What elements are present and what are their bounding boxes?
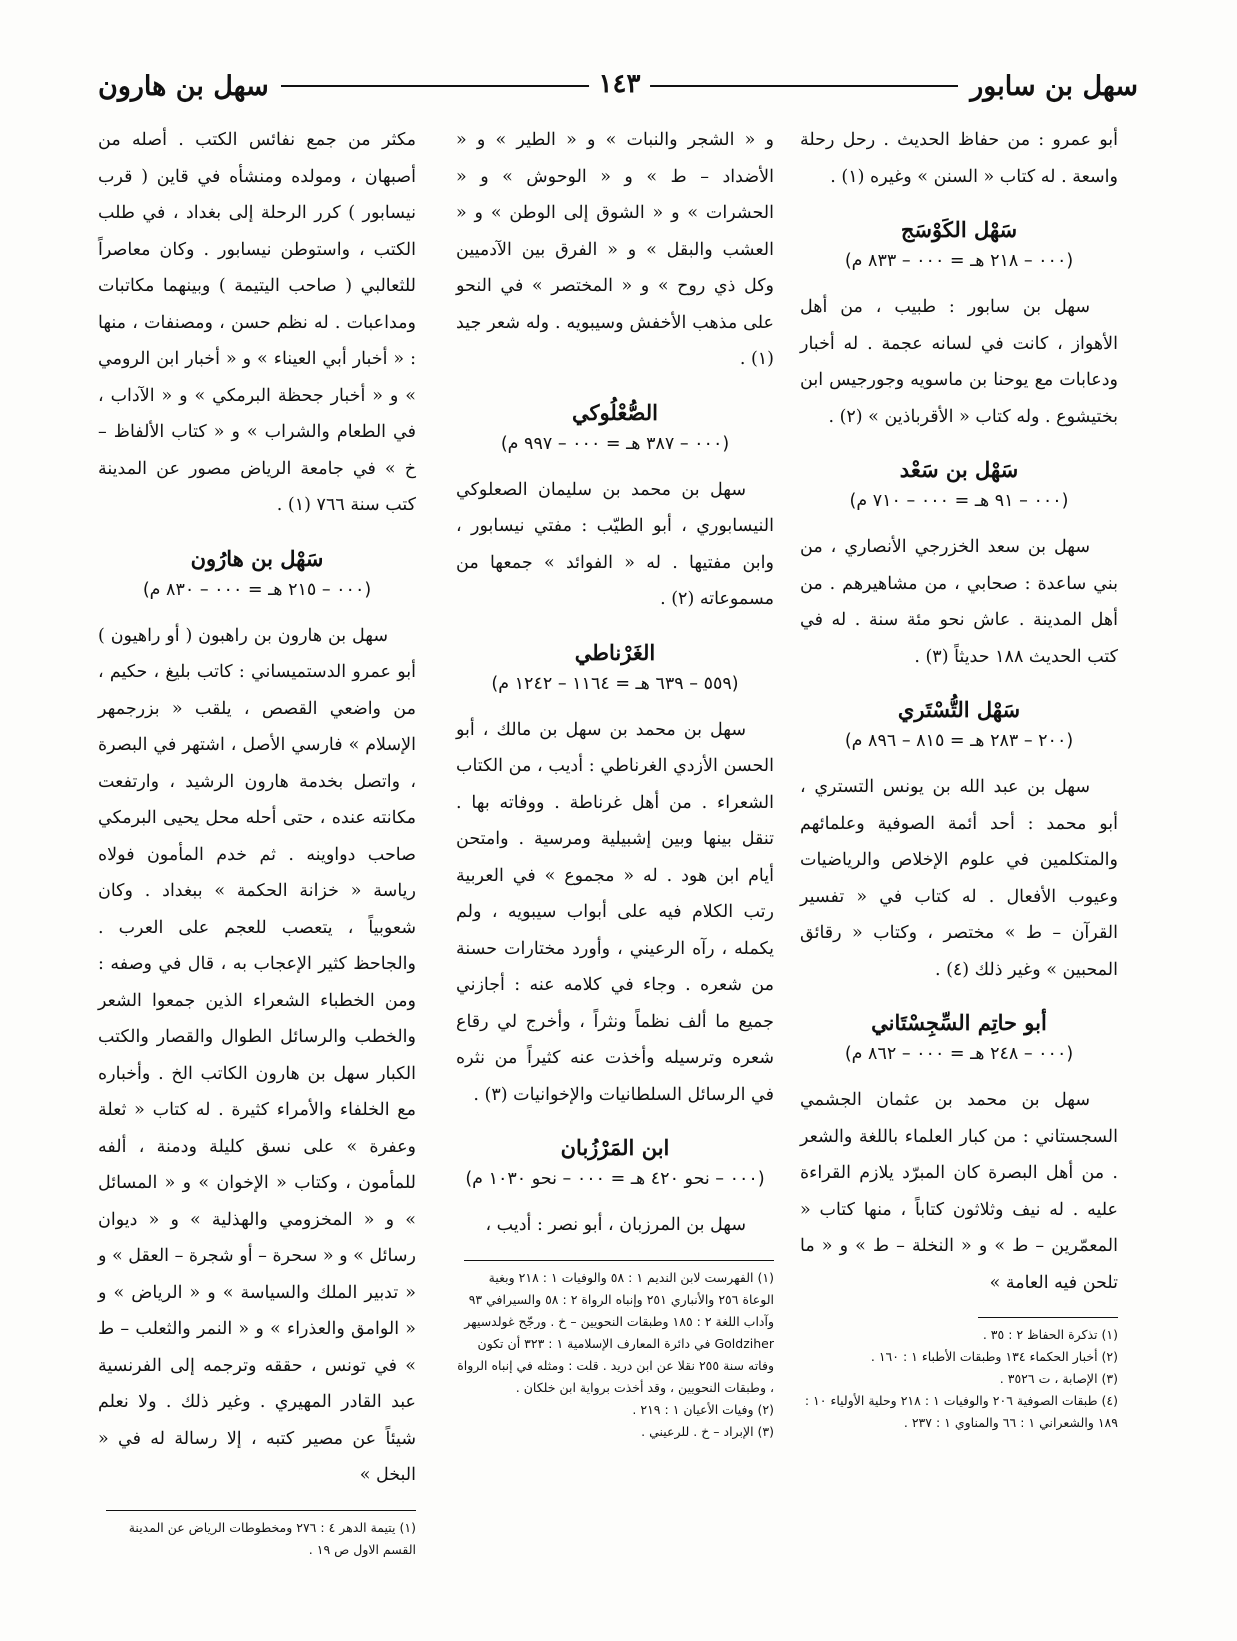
- continued-text: أبو عمرو : من حفاظ الحديث . رحل رحلة واسعة . له كتاب « السنن » وغيره (١) .: [800, 130, 1118, 187]
- footnotes: [456, 1267, 774, 1443]
- entry-dates: (٥٥٩ – ٦٣٩ هـ = ١١٦٤ – ١٢٤٢ م): [491, 673, 739, 694]
- entry-text: سهل بن المرزبان ، أبو نصر : أديب ،: [485, 1215, 746, 1235]
- entry-title: سَهْل التُّسْتَري: [897, 697, 1021, 722]
- footnote-rule: [464, 1260, 774, 1261]
- footnote: (١) يتيمة الدهر ٤ : ٢٧٦ ومخطوطات الرياض عن المدينة القسم الاول ص ١٩ .: [128, 1519, 416, 1557]
- entry-text: سهل بن عبد الله بن يونس التستري ، أبو محمد : أحد أئمة الصوفية وعلمائهم والمتكلمين في علوم الإخلاص والرياضيات وعيوب الأفعال . له كتاب في « تفسير القرآن – ط » مختصر ، وكتاب « رقائق المحبين » وغير ذلك (٤) .: [800, 777, 1118, 980]
- footnotes: [98, 1517, 416, 1561]
- footnote: (٣) الإبراد – خ . للرعيني .: [641, 1423, 774, 1439]
- footnote: (٣) الإصابة ، ت ٣٥٢٦ .: [999, 1371, 1118, 1386]
- column-middle: [456, 122, 774, 1443]
- entry-title: ابن المَرْزُبان: [560, 1135, 670, 1160]
- footnote: (٢) وفيات الأعيان ١ : ٢١٩ .: [632, 1401, 774, 1417]
- entry-text: سهل بن محمد بن سهل بن مالك ، أبو الحسن الأزدي الغرناطي : أديب ، من الكتاب الشعراء . من أهل غرناطة . ووفاته بها . تنقل بينها وبين إشبيلية ومرسية . وامتحن أيام ابن هود . له « مجموع » في العربية رتب الكلام فيه على أبواب سيبويه ، ولم يكمله ، رآه الرعيني ، وأورد مختارات حسنة من شعره . وجاء في كلامه عنه : أجازني جميع ما ألف نظماً ونثراً ، وأخرج لي رقاع شعره وترسيله وأخذت عنه كثيراً من نثره في الرسائل السلطانيات والإخوانيات (٣) .: [456, 719, 774, 1105]
- running-header: [98, 62, 1138, 110]
- entry-title: سَهْل بن هارُون: [190, 545, 324, 571]
- continued-text: و « الشجر والنبات » و « الطير » و « الأضداد – ط » و « الوحوش » و « الحشرات » و « الشوق إلى الوطن » و « العشب والبقل » و « الفرق بين الآدميين وكل ذي روح » و « المختصر » في النحو على مذهب الأخفش وسيبويه . وله شعر جيد (١) .: [456, 130, 774, 369]
- entry-title: سَهْل بن سَعْد: [899, 457, 1019, 482]
- entry-dates: (٠٠٠ – نحو ٤٢٠ هـ = ٠٠٠ – نحو ١٠٣٠ م): [465, 1169, 765, 1189]
- entry-title: الغَرْناطي: [574, 639, 656, 665]
- footnote-rule: [106, 1510, 416, 1511]
- entry-dates: (٠٠٠ – ٣٨٧ هـ = ٠٠٠ – ٩٩٧ م): [500, 433, 730, 454]
- footnote: (٢) أخبار الحكماء ١٣٤ وطبقات الأطباء ١ : ١٦٠ .: [870, 1349, 1118, 1364]
- header-rule: [281, 69, 958, 99]
- entry-title: الصُّعْلُوكي: [572, 399, 658, 425]
- entry-text: سهل بن محمد بن سليمان الصعلوكي النيسابوري ، أبو الطيّب : مفتي نيسابور ، وابن مفتيها . له « الفوائد » جمعها من مسموعاته (٢) .: [456, 479, 774, 609]
- footnote-rule: [978, 1317, 1118, 1318]
- entry-dates: (٠٠٠ – ٩١ هـ = ٠٠٠ – ٧١٠ م): [849, 491, 1069, 511]
- entry-title: سَهْل الكَوْسَج: [900, 217, 1018, 242]
- footnote: (١) الفهرست لابن النديم ١ : ٥٨ والوفيات ١ : ٢١٨ وبغية الوعاة ٢٥٦ والأنباري ٢٥١ وإنباه الرواة ٢ : ٥٨ والسيرافي ٩٣ وآداب اللغة ٢ : ١٨٥ وطبقات النحويين – خ . ورجّح غولدسيهر Goldziher في دائرة المعارف الإسلامية ١ : ٣٢٣ أن تكون وفاته سنة ٢٥٥ نقلا عن ابن دريد . قلت : ومثله في إنباه الرواة ، وطبقات النحويين ، وقد أخذت برواية ابن خلكان .: [457, 1269, 774, 1395]
- entry-dates: (٢٠٠ – ٢٨٣ هـ = ٨١٥ – ٨٩٦ م): [844, 731, 1074, 751]
- entry-text: سهل بن هارون بن راهبون ( أو راهيون ) أبو عمرو الدستميساني : كاتب بليغ ، حكيم ، من واضعي القصص ، يلقب « بزرجمهر الإسلام » فارسي الأصل ، اشتهر في البصرة ، واتصل بخدمة هارون الرشيد ، وارتفعت مكانته عنده ، حتى أحله محل يحيى البرمكي صاحب دواوينه . ثم خدم المأمون فولاه رياسة « خزانة الحكمة » ببغداد . وكان شعوبياً ، يتعصب للعجم على العرب . والجاحظ كثير الإعجاب به ، قال في وصفه : ومن الخطباء الشعراء الذين جمعوا الشعر والخطب والرسائل الطوال والقصار والكتب الكبار سهل بن هارون الكاتب الخ . وأخباره مع الخلفاء والأمراء كثيرة . له كتاب « ثعلة وعفرة » على نسق كليلة ودمنة ، ألفه للمأمون ، وكتاب « الإخوان » و « المسائل » و « المخزومي والهذلية » و « ديوان رسائل » و « سحرة – أو شجرة – العقل » و « تدبير الملك والسياسة » و « الرياض » و « الوامق والعذراء » و « النمر والثعلب – ط » في تونس ، حققه وترجمه إلى الفرنسية عبد القادر المهيري . وغير ذلك . ولا نعلم شيئاً عن مصير كتبه ، إلا رسالة له في « البخل »: [98, 625, 416, 1485]
- footnote: (٤) طبقات الصوفية ٢٠٦ والوفيات ١ : ٢١٨ وحلية الأولياء ١٠ : ١٨٩ والشعراني ١ : ٦٦ والمناوي ١ : ٢٣٧ .: [804, 1393, 1118, 1430]
- entry-text: سهل بن سعد الخزرجي الأنصاري ، من بني ساعدة : صحابي ، من مشاهيرهم . من أهل المدينة . عاش نحو مئة سنة . له في كتب الحديث ١٨٨ حديثاً (٣) .: [800, 537, 1118, 667]
- entry-text: سهل بن محمد بن عثمان الجشمي السجستاني : من كبار العلماء باللغة والشعر . من أهل البصرة كان المبرّد يلازم القراءة عليه . له نيف وثلاثون كتاباً ، منها كتاب « المعمّرين – ط » و « النخلة – ط » و « ما تلحن فيه العامة »: [800, 1090, 1118, 1293]
- column-left: [98, 122, 416, 1561]
- footnote: (١) تذكرة الحفاظ ٢ : ٣٥ .: [982, 1327, 1118, 1342]
- footnotes: [800, 1324, 1118, 1434]
- header-left-title: سهل بن هارون: [98, 70, 269, 102]
- entry-title: أبو حاتِم السِّجِسْتَاني: [871, 1010, 1047, 1035]
- continued-text: مكثر من جمع نفائس الكتب . أصله من أصبهان ، ومولده ومنشأه في قاين ( قرب نيسابور ) كرر الرحلة إلى بغداد ، في طلب الكتب ، واستوطن نيسابور . وكان معاصراً للثعالبي ( صاحب اليتيمة ) وبينهما مكاتبات ومداعبات . له نظم حسن ، ومصنفات ، منها : « أخبار أبي العيناء » و « أخبار ابن الرومي » و « أخبار جحظة البرمكي » و « الآداب ، في الطعام والشراب » و « كتاب الألفاظ – خ » في جامعة الرياض مصور عن المدينة كتب سنة ٧٦٦ (١) .: [98, 130, 416, 515]
- page-number: ١٤٣: [589, 69, 651, 99]
- entry-dates: (٠٠٠ – ٢١٨ هـ = ٠٠٠ – ٨٣٣ م): [844, 251, 1074, 271]
- entry-dates: (٠٠٠ – ٢٤٨ هـ = ٠٠٠ – ٨٦٢ م): [844, 1044, 1074, 1064]
- header-right-title: سهل بن سابور: [970, 70, 1138, 102]
- column-right: [800, 122, 1118, 1434]
- entry-text: سهل بن سابور : طبيب ، من أهل الأهواز ، كانت في لسانه عجمة . له أخبار ودعابات مع يوحنا بن ماسويه وجورجيس ابن بختيشوع . وله كتاب « الأقرباذين » (٢) .: [800, 297, 1118, 427]
- entry-dates: (٠٠٠ – ٢١٥ هـ = ٠٠٠ – ٨٣٠ م): [142, 579, 372, 600]
